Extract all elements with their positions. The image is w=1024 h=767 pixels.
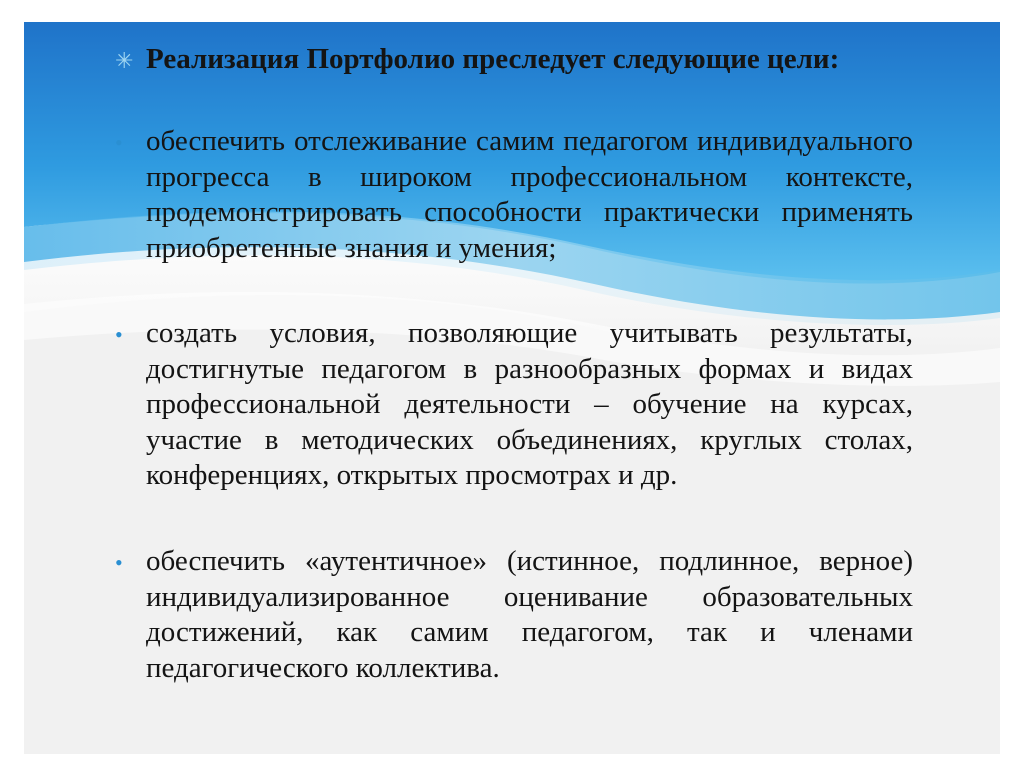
slide	[24, 22, 1000, 754]
list-item-text: обеспечить отслеживание самим педагогом индивидуального прогресса в широком профессиональном контексте, продемонстрировать способности практически применять приобретенные знания и умения;	[146, 125, 913, 264]
heading-bullet-icon: ✳	[115, 48, 134, 73]
list-bullet-icon: •	[115, 130, 123, 155]
heading-text: Реализация Портфолио преследует следующие цели:	[146, 43, 840, 75]
list-item-text: обеспечить «аутентичное» (истинное, подлинное, верное) индивидуализированное оценивание образовательных достижений, как самим педагогом, так и членами педагогического коллектива.	[146, 545, 913, 684]
list-bullet-icon: •	[115, 550, 123, 575]
list-item-text: создать условия, позволяющие учитывать результаты, достигнутые педагогом в разнообразных формах и видах профессиональной деятельности – обучение на курсах, участие в методических объединениях, круглых столах, конференциях, открытых просмотрах и др.	[146, 317, 913, 491]
list-bullet-icon: •	[115, 322, 123, 347]
slide-content	[24, 22, 1000, 754]
